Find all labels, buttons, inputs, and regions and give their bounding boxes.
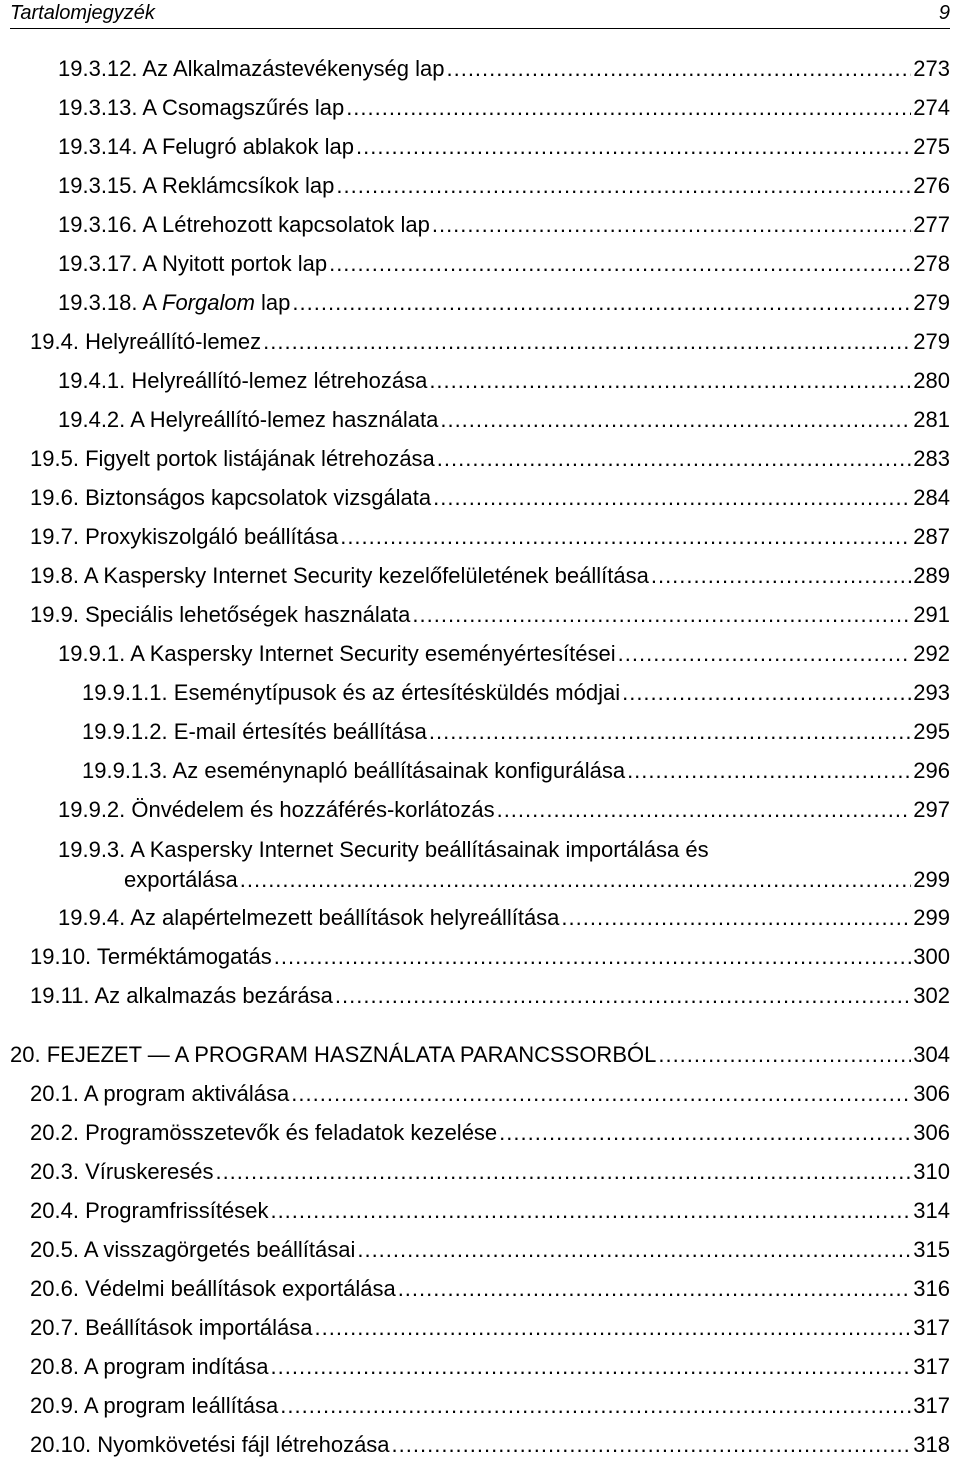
toc-entry-title: Az alapértelmezett beállítások helyreállítása	[130, 905, 560, 930]
toc-entry[interactable]	[30, 601, 950, 629]
toc-entry-title: A Forgalom lap	[142, 290, 291, 315]
toc-entry[interactable]	[30, 1197, 950, 1225]
toc-entry-title: Nyomkövetési fájl létrehozása	[97, 1432, 390, 1457]
toc-leader	[499, 1119, 911, 1147]
toc-entry-title: A Kaspersky Internet Security eseményértesítései	[130, 641, 616, 666]
toc-leader	[432, 211, 911, 239]
toc-entry[interactable]	[30, 328, 950, 356]
toc-entry-title: A Helyreállító-lemez használata	[130, 407, 439, 432]
header-rule	[10, 28, 950, 29]
toc-entry-title: Terméktámogatás	[96, 944, 272, 969]
toc-entry-title: A Felugró ablakok lap	[142, 134, 354, 159]
toc-entry-number: 19.6.	[30, 485, 79, 510]
toc-entry[interactable]	[58, 904, 950, 932]
toc-entry-page: 317	[913, 1315, 950, 1340]
toc-entry[interactable]	[30, 562, 950, 590]
toc-leader	[329, 250, 911, 278]
toc-entry-page: 300	[913, 944, 950, 969]
toc-entry-page: 293	[913, 680, 950, 705]
toc-entry-page: 318	[913, 1432, 950, 1457]
toc-entry-page: 304	[913, 1042, 950, 1067]
toc-entry-number: 19.11.	[30, 983, 90, 1008]
toc-entry[interactable]	[58, 94, 950, 122]
toc-entry[interactable]	[30, 1236, 950, 1264]
toc-leader	[357, 1236, 911, 1264]
toc-leader	[336, 172, 911, 200]
toc-entry-page: 295	[913, 719, 950, 744]
header-title: Tartalomjegyzék	[10, 2, 155, 24]
toc-entry-title: A program aktiválása	[83, 1081, 290, 1106]
toc-entry-page: 289	[913, 563, 950, 588]
toc-leader	[440, 406, 911, 434]
toc-entry-page: 315	[913, 1237, 950, 1262]
toc-entry-title: A Reklámcsíkok lap	[142, 173, 335, 198]
toc-entry-title: Helyreállító-lemez létrehozása	[131, 368, 428, 393]
toc-leader	[561, 904, 911, 932]
toc-leader	[263, 328, 911, 356]
page-header	[0, 0, 960, 32]
toc-leader	[346, 94, 911, 122]
toc-leader	[392, 1431, 912, 1459]
toc-entry-number: 20.10.	[30, 1432, 92, 1457]
toc-entry-number: 19.9.2.	[58, 797, 126, 822]
toc-entry-number: 19.9.1.1.	[82, 680, 168, 705]
toc-leader	[433, 484, 911, 512]
toc-entry[interactable]	[30, 484, 950, 512]
toc-entry[interactable]	[30, 1275, 950, 1303]
toc-entry-number: 20.9.	[30, 1393, 79, 1418]
toc-entry[interactable]	[58, 211, 950, 239]
toc-entry-number: 20.5.	[30, 1237, 79, 1262]
toc-leader	[398, 1275, 912, 1303]
toc-leader	[356, 133, 911, 161]
toc-entry-title: Önvédelem és hozzáférés-korlátozás	[131, 797, 495, 822]
toc-entry-title: Eseménytípusok és az értesítésküldés módjai	[173, 680, 621, 705]
toc-entry[interactable]	[30, 943, 950, 971]
toc-entry[interactable]	[58, 55, 950, 83]
toc-leader	[658, 1041, 911, 1069]
toc-entry-page: 306	[913, 1081, 950, 1106]
toc-entry-number: 19.3.18.	[58, 290, 138, 315]
toc-entry[interactable]	[30, 982, 950, 1010]
toc-entry[interactable]	[58, 133, 950, 161]
toc-entry-page: 281	[913, 407, 950, 432]
toc-entry-number: 19.9.4.	[58, 905, 126, 930]
toc-entry-page: 277	[913, 212, 950, 237]
toc-entry-number: 19.4.1.	[58, 368, 126, 393]
toc-entry-title: Az alkalmazás bezárása	[94, 983, 333, 1008]
toc-entry-title-line2: exportálása	[124, 867, 238, 892]
toc-entry-page: 279	[913, 290, 950, 315]
toc-entry-title: FEJEZET — A PROGRAM HASZNÁLATA PARANCSSORBÓL	[46, 1042, 657, 1067]
toc-leader	[291, 1080, 911, 1108]
toc-leader	[437, 445, 911, 473]
toc-entry-number: 20.4.	[30, 1198, 79, 1223]
toc-entry-page: 316	[913, 1276, 950, 1301]
toc-entry[interactable]	[30, 523, 950, 551]
toc-entry[interactable]	[30, 1392, 950, 1420]
toc-entry-number: 20.1.	[30, 1081, 79, 1106]
toc-entry-title-line1: A Kaspersky Internet Security beállításainak importálása és	[130, 837, 709, 862]
toc-entry-page: 275	[913, 134, 950, 159]
toc-entry-number: 19.3.14.	[58, 134, 138, 159]
toc-entry-number: 20.2.	[30, 1120, 79, 1145]
toc-entry[interactable]	[58, 835, 950, 897]
toc-entry-page: 278	[913, 251, 950, 276]
toc-entry-page: 283	[913, 446, 950, 471]
toc-entry-number: 19.7.	[30, 524, 79, 549]
toc-entry-page: 317	[913, 1354, 950, 1379]
toc-entry-number: 19.9.1.2.	[82, 719, 168, 744]
toc-entry-title: A visszagörgetés beállításai	[83, 1237, 356, 1262]
toc-leader	[651, 562, 911, 590]
toc-entry-title: Figyelt portok listájának létrehozása	[85, 446, 435, 471]
toc-entry-number: 19.4.	[30, 329, 79, 354]
toc-entry-number: 19.10.	[30, 944, 92, 969]
toc-leader	[270, 1197, 911, 1225]
toc-entry[interactable]	[58, 640, 950, 668]
toc-entry-number: 19.3.15.	[58, 173, 138, 198]
toc-entry-page: 306	[913, 1120, 950, 1145]
toc-entry-number: 19.9.1.	[58, 641, 126, 666]
toc-entry[interactable]	[30, 1431, 950, 1459]
toc-leader	[497, 796, 912, 824]
toc-leader	[429, 367, 911, 395]
toc-entry-title: Védelmi beállítások exportálása	[85, 1276, 396, 1301]
toc-entry-title: Helyreállító-lemez	[85, 329, 262, 354]
toc-entry-number: 20.6.	[30, 1276, 79, 1301]
toc-leader	[280, 1392, 911, 1420]
toc-leader	[340, 523, 911, 551]
toc-entry-title: A Csomagszűrés lap	[142, 95, 345, 120]
toc-entry[interactable]	[58, 289, 950, 317]
toc-leader	[240, 865, 912, 895]
toc-leader	[315, 1314, 912, 1342]
toc-entry[interactable]	[30, 1080, 950, 1108]
toc-leader	[429, 718, 911, 746]
toc-leader	[622, 679, 911, 707]
toc-leader	[618, 640, 912, 668]
toc-entry-number: 19.9.1.3.	[82, 758, 168, 783]
toc-entry[interactable]	[30, 445, 950, 473]
toc-entry[interactable]	[82, 679, 950, 707]
toc-entry-number: 20.3.	[30, 1159, 79, 1184]
toc-entry-page: 297	[913, 797, 950, 822]
toc-leader	[446, 55, 911, 83]
toc-entry-number: 20.7.	[30, 1315, 79, 1340]
toc-entry-page: 314	[913, 1198, 950, 1223]
toc-entry-title: A Kaspersky Internet Security kezelőfelületének beállítása	[83, 563, 649, 588]
toc-entry[interactable]	[30, 1353, 950, 1381]
toc-entry-number: 19.3.17.	[58, 251, 138, 276]
toc-entry-page: 274	[913, 95, 950, 120]
toc-entry-number: 19.3.16.	[58, 212, 138, 237]
toc-entry-number: 19.9.	[30, 602, 79, 627]
toc-entry-page: 273	[913, 56, 950, 81]
toc-entry-title: Az Alkalmazástevékenység lap	[142, 56, 445, 81]
header-page-number: 9	[938, 2, 950, 24]
toc-entry-title: Programösszetevők és feladatok kezelése	[85, 1120, 498, 1145]
toc-entry-title: A program indítása	[83, 1354, 269, 1379]
toc-entry-title: A Nyitott portok lap	[142, 251, 328, 276]
toc-entry-page: 310	[913, 1159, 950, 1184]
toc-entry-page: 302	[913, 983, 950, 1008]
toc-entry-number: 19.8.	[30, 563, 79, 588]
toc-entry-title: Beállítások importálása	[85, 1315, 313, 1340]
toc-entry[interactable]	[58, 367, 950, 395]
toc-entry-number: 19.4.2.	[58, 407, 126, 432]
toc-entry-page: 299	[913, 905, 950, 930]
toc-leader	[335, 982, 911, 1010]
toc-entry-number: 19.5.	[30, 446, 79, 471]
toc-entry-page: 317	[913, 1393, 950, 1418]
toc-entry-number: 19.3.12.	[58, 56, 138, 81]
toc-entry-number: 19.3.13.	[58, 95, 138, 120]
toc-entry-page: 284	[913, 485, 950, 510]
toc-entry[interactable]	[82, 718, 950, 746]
toc-leader	[215, 1158, 911, 1186]
toc-entry[interactable]	[30, 1314, 950, 1342]
toc-entry-page: 292	[913, 641, 950, 666]
toc-leader	[627, 757, 911, 785]
toc-entry-title: Víruskeresés	[85, 1159, 214, 1184]
toc-entry-page: 280	[913, 368, 950, 393]
toc-entry-page: 296	[913, 758, 950, 783]
toc-entry[interactable]	[58, 172, 950, 200]
toc-entry-title: Speciális lehetőségek használata	[85, 602, 411, 627]
toc-entry-title: Programfrissítések	[85, 1198, 269, 1223]
toc-entry[interactable]	[58, 406, 950, 434]
toc-entry-title: A program leállítása	[83, 1393, 279, 1418]
toc-entry-title: A Létrehozott kapcsolatok lap	[142, 212, 430, 237]
toc-entry-page: 276	[913, 173, 950, 198]
toc-chapter-entry[interactable]	[10, 1041, 950, 1069]
toc-entry-page: 291	[913, 602, 950, 627]
toc-entry-title: Biztonságos kapcsolatok vizsgálata	[85, 485, 432, 510]
toc-entry-number: 20.8.	[30, 1354, 79, 1379]
toc-entry-page: 299	[913, 867, 950, 892]
toc-entry-number: 20.	[10, 1042, 41, 1067]
toc-entry-page: 287	[913, 524, 950, 549]
toc-leader	[292, 289, 911, 317]
toc-entry[interactable]	[58, 796, 950, 824]
toc-entry[interactable]	[30, 1119, 950, 1147]
toc-entry-number: 19.9.3.	[58, 837, 126, 862]
toc-entry-title: Proxykiszolgáló beállítása	[85, 524, 339, 549]
toc-entry-title: Az eseménynapló beállításainak konfigurálása	[172, 758, 626, 783]
toc-leader	[412, 601, 911, 629]
toc-entry-title: E-mail értesítés beállítása	[173, 719, 427, 744]
toc-leader	[274, 943, 912, 971]
toc-entry-page: 279	[913, 329, 950, 354]
toc-entry[interactable]	[82, 757, 950, 785]
toc-entry[interactable]	[30, 1158, 950, 1186]
toc-entry[interactable]	[58, 250, 950, 278]
toc-leader	[271, 1353, 912, 1381]
